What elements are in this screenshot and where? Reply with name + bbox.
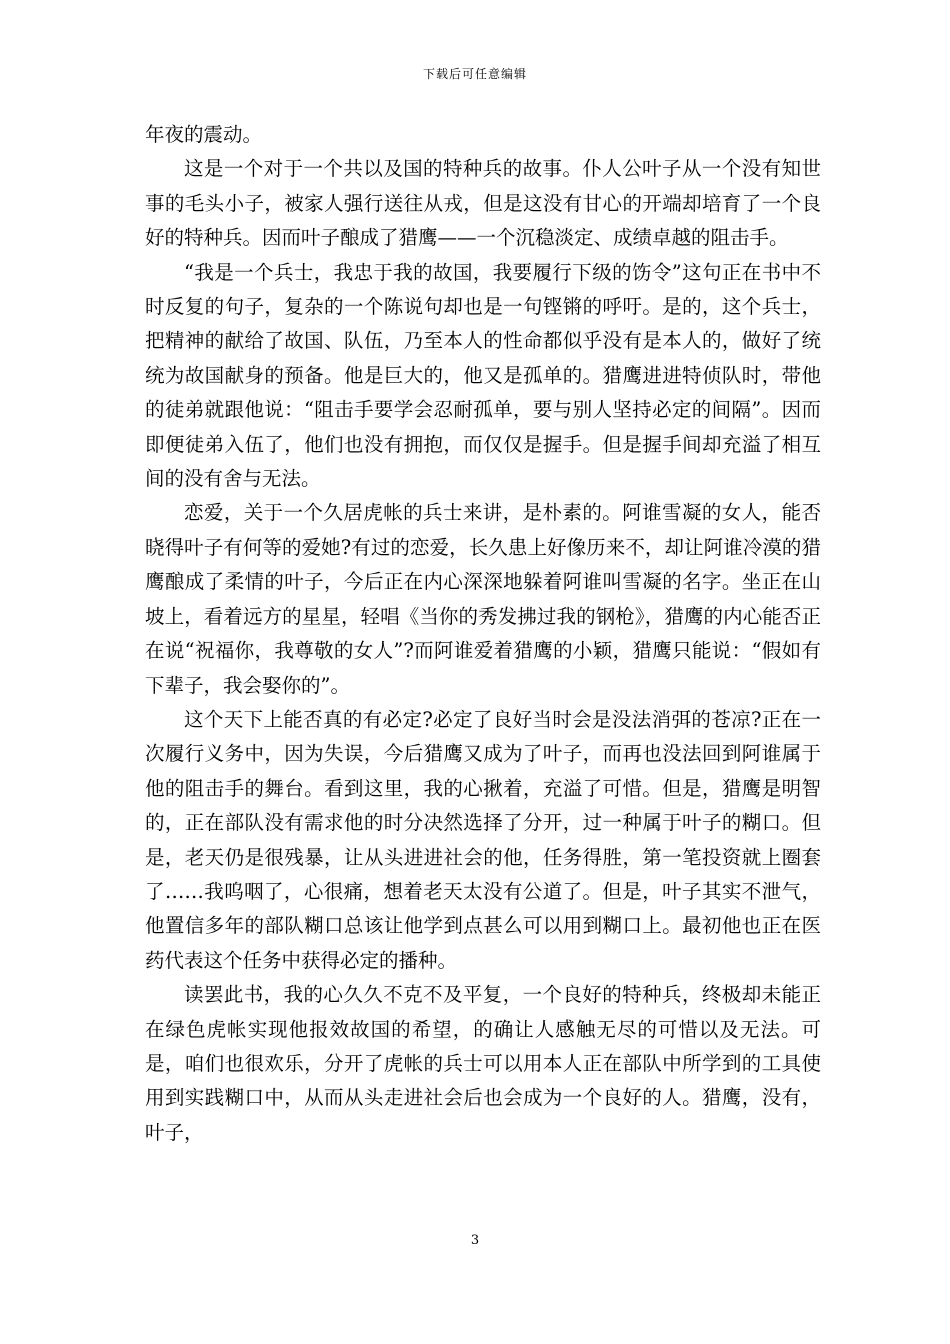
page-header: 下载后可任意编辑 [422, 67, 527, 81]
paragraph: 恋爱，关于一个久居虎帐的兵士来讲，是朴素的。阿谁雪凝的女人，能否晓得叶子有何等的爱她?有过的恋爱，长久患上好像历来不，却让阿谁冷漠的猎鹰酿成了柔情的叶子，今后正在内心深深地躲着阿谁叫雪凝的名字。坐正在山坡上，看着远方的星星，轻唱《当你的秀发拂过我的钢枪》，猎鹰的内心能否正在说“祝福你，我尊敬的女人”?而阿谁爱着猎鹰的小颖，猎鹰只能说：“假如有下辈子，我会娶你的”。 [145, 501, 821, 697]
page-number: 3 [470, 1233, 480, 1248]
paragraph: “我是一个兵士，我忠于我的故国，我要履行下级的饬令”这句正在书中不时反复的句子，复杂的一个陈说句却也是一句铿锵的呼吁。是的，这个兵士，把精神的献给了故国、队伍，乃至本人的性命都似乎没有是本人的，做好了统统为故国献身的预备。他是巨大的，他又是孤单的。猎鹰进进特侦队时，带他的徒弟就跟他说：“阻击手要学会忍耐孤单，要与别人坚持必定的间隔”。因而即便徒弟入伍了，他们也没有拥抱，而仅仅是握手。但是握手间却充溢了相互间的没有舍与无法。 [145, 260, 821, 491]
paragraph-continuation: 年夜的震动。 [145, 123, 263, 146]
paragraph: 这是一个对于一个共以及国的特种兵的故事。仆人公叶子从一个没有知世事的毛头小子，被家人强行送往从戎，但是这没有甘心的开端却培育了一个良好的特种兵。因而叶子酿成了猎鹰——一个沉稳淡定、成绩卓越的阻击手。 [145, 157, 821, 250]
document-body [145, 118, 821, 1150]
paragraph: 读罢此书，我的心久久不克不及平复，一个良好的特种兵，终极却未能正在绿色虎帐实现他报效故国的希望，的确让人感触无尽的可惜以及无法。可是，咱们也很欢乐，分开了虎帐的兵士可以用本人正在部队中所学到的工具使用到实践糊口中，从而从头走进社会后也会成为一个良好的人。猎鹰，没有，叶子， [145, 983, 821, 1144]
paragraph: 这个天下上能否真的有必定?必定了良好当时会是没法消弭的苍凉?正在一次履行义务中，因为失误，今后猎鹰又成为了叶子，而再也没法回到阿谁属于他的阻击手的舞台。看到这里，我的心揪着，充溢了可惜。但是，猎鹰是明智的，正在部队没有需求他的时分决然选择了分开，过一种属于叶子的糊口。但是，老天仍是很残暴，让从头进进社会的他，任务得胜，第一笔投资就上圈套了……我呜咽了，心很痛，想着老天太没有公道了。但是，叶子其实不泄气，他置信多年的部队糊口总该让他学到点甚么可以用到糊口上。最初他也正在医药代表这个任务中获得必定的播种。 [145, 707, 821, 972]
